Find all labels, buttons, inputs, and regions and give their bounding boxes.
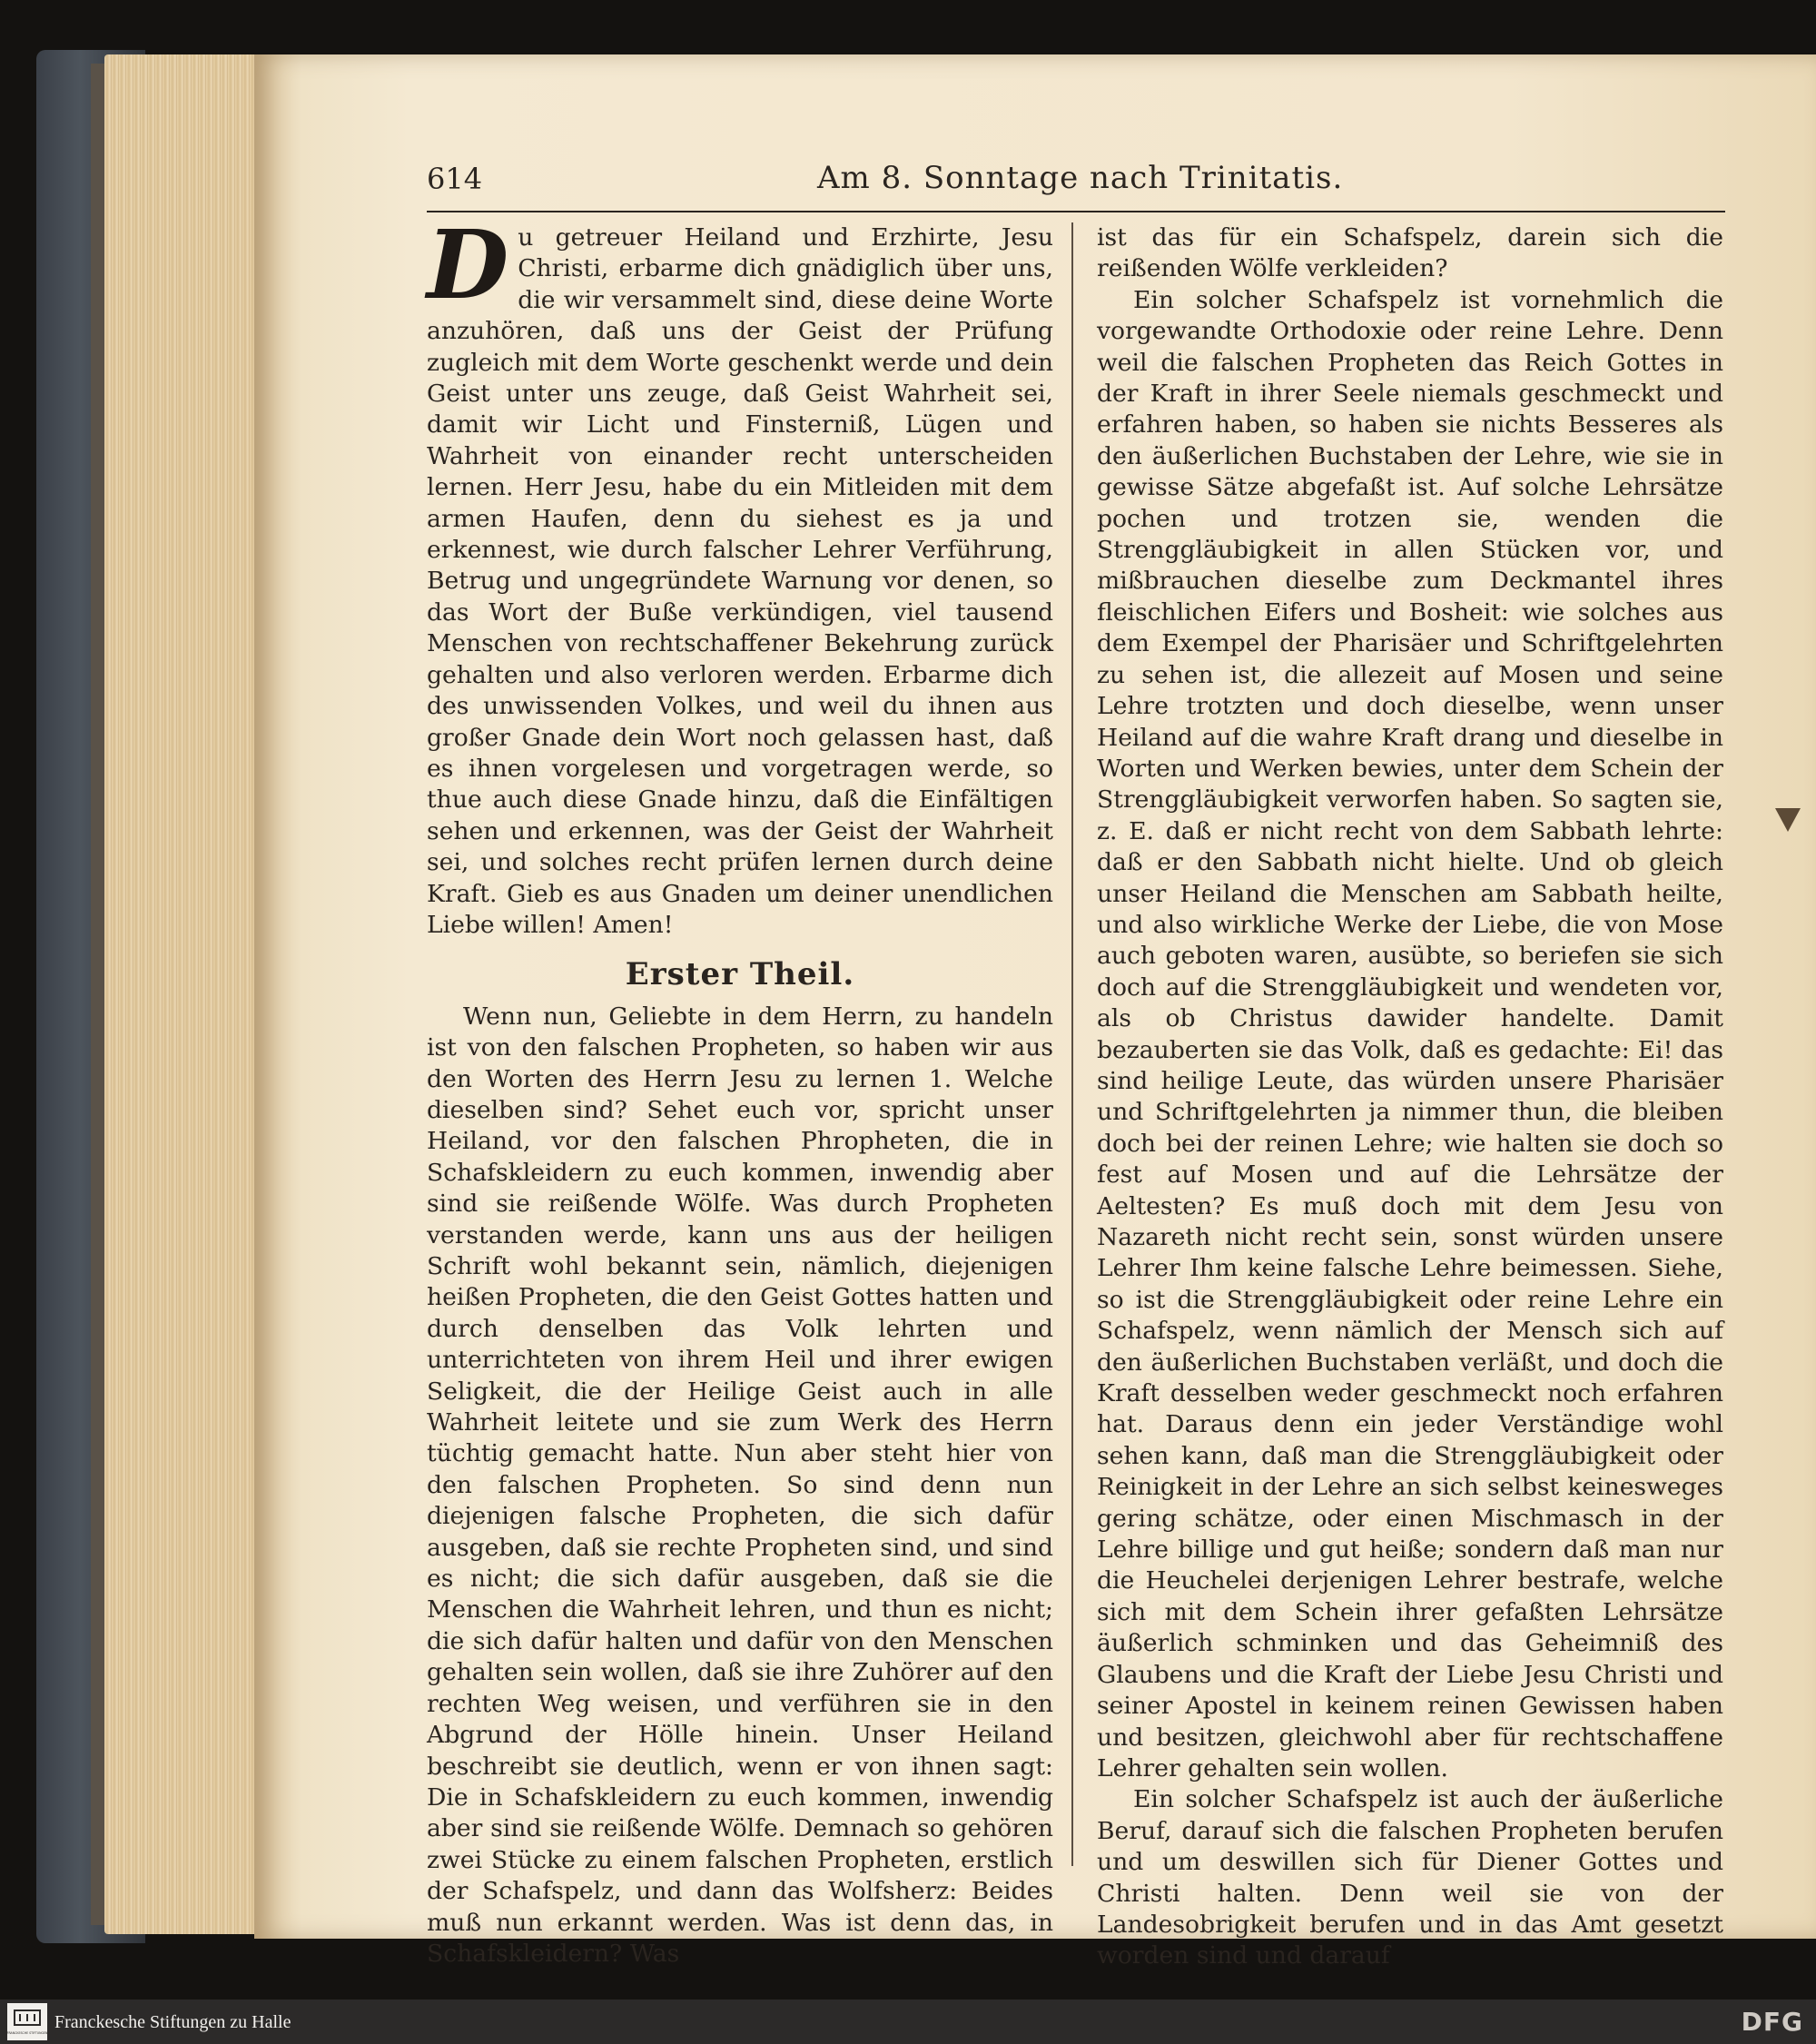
section-heading: Erster Theil. xyxy=(625,956,855,993)
continuation-text: ist das für ein Schafspelz, darein sich die reißenden Wölfe verkleiden? xyxy=(1097,223,1723,283)
dropcap: D xyxy=(427,209,509,321)
section-paragraph: Wenn nun, Geliebte in dem Herrn, zu handeln ist von den falschen Propheten, so haben wir aus den Worten des Herrn Jesu zu lernen 1. Welche dieselben sind? Sehet euch vor, spricht unser Heiland, vor den falschen Phropheten, die in Schafskleidern zu euch kommen, inwendig aber sind sie reißende Wölfe. Was durch Propheten verstanden werde, kann uns aus der heiligen Schrift wohl bekannt sein, nämlich, diejenigen heißen Propheten, die den Geist Gottes hatten und durch denselben das Volk lehrten und unterrichteten von ihrem Heil und ihrer ewigen Seligkeit, die der Heilige Geist auch in alle Wahrheit leitete und sie zum Werk des Herrn tüchtig gemacht hatte. Nun aber steht hier von den falschen Propheten. So sind denn nun diejenigen falsche Propheten, die sich dafür ausgeben, daß sie rechte Propheten sind, und sind es nicht; die sich dafür ausgeben, daß sie die Menschen die Wahrheit lehren, und thun es nicht; die sich dafür halten und dafür von den Menschen gehalten sein wollen, daß sie ihre Zuhörer auf den rechten Weg weisen, und verführen sie in den Abgrund der Hölle hinein. Unser Heiland beschreibt sie deutlich, wenn er von ihnen sagt: Die in Schafskleidern zu euch kommen, inwendig aber sind sie reißende Wölfe. Demnach so gehören zwei Stücke zu einem falschen Propheten, erstlich der Schafspelz, und dann das Wolfsherz: Beides muß nun erkannt werden. Was ist denn das, in Schafskleidern? Was xyxy=(427,1002,1053,1968)
running-head xyxy=(427,156,1725,212)
opening-prayer xyxy=(427,209,1053,941)
dfg-logo[interactable]: DFG xyxy=(1741,2007,1803,2037)
institution-name[interactable]: Franckesche Stiftungen zu Halle xyxy=(54,2012,291,2032)
paragraph-orthodoxy: Ein solcher Schafspelz ist vornehmlich die vorgewandte Orthodoxie oder reine Lehre. Denn weil die falschen Propheten das Reich Gottes in der Kraft in ihrer Seele niemals geschmeckt und erfahren haben, so haben sie nichts Besseres als den äußerlichen Buchstaben der Lehre, wie sie in gewisse Sätze abgefaßt ist. Auf solche Lehrsätze pochen und trotzen sie, wenden die Strenggläubigkeit in allen Stücken vor, und mißbrauchen dieselbe zum Deckmantel ihres fleischlichen Eifers und Bosheit: wie solches aus dem Exempel der Pharisäer und Schriftgelehrten zu sehen ist, die allezeit auf Mosen und seine Lehre trotzten und doch dieselbe, wenn unser Heiland auf die wahre Kraft drang und dieselbe in Worten und Werken bewies, unter dem Schein der Strenggläubigkeit verworfen haben. So sagten sie, z. E. daß er nicht recht von dem Sabbath lehrte: daß er den Sabbath nicht hielte. Und ob gleich unser Heiland die Menschen am Sabbath heilte, und also wirkliche Werke der Liebe, die von Mose auch geboten waren, ausübte, so beriefen sie sich doch auf die Strenggläubigkeit und wendeten vor, als ob Christus dawider handelte. Damit bezauberten sie das Volk, daß es gedachte: Ei! das sind heilige Leute, das würden unsere Pharisäer und Schriftgelehrten ja nimmer thun, die bleiben doch bei der reinen Lehre; wie halten sie doch so fest auf Mosen und auf die Lehrsätze der Aeltesten? Es muß doch mit dem Jesu von Nazareth nicht recht sein, sonst würden unsere Lehrer Ihm keine falsche Lehre beimessen. Siehe, so ist die Strenggläubigkeit oder reine Lehre ein Schafspelz, wenn nämlich der Mensch sich auf den äußerlichen Buchstaben verläßt, und doch die Kraft desselben weder geschmeckt noch erfahren hat. Daraus denn ein jeder Verständige wohl sehen kann, daß man die Strenggläubigkeit oder Reinigkeit in der Lehre an sich selbst keinesweges gering schätze, oder einen Mischmasch in der Lehre billige und gut heiße; sondern daß man nur die Heuchelei derjenigen Lehrer bestrafe, welche sich mit dem Schein ihrer gefaßten Lehrsätze äußerlich schminken und das Geheimniß des Glaubens und die Kraft der Liebe Jesu Christi und seiner Apostel in keinem reinen Gewissen haben und besitzen, gleichwohl aber für rechtschaffene Lehrer gehalten sein wollen. xyxy=(1097,285,1723,1782)
footer-bar xyxy=(0,2000,1816,2044)
page-number: 614 xyxy=(427,162,483,196)
paragraph-calling: Ein solcher Schafspelz ist auch der äußerliche Beruf, darauf sich die falschen Propheten berufen und um deswillen sich für Diener Gottes und Christi halten. Denn weil sie von der Landesobrigkeit berufen und in das Amt gesetzt worden sind und darauf xyxy=(1097,1785,1723,1970)
logo-icon xyxy=(6,2007,48,2038)
right-column xyxy=(1097,222,1723,1972)
running-title: Am 8. Sonntage nach Trinitatis. xyxy=(817,160,1344,196)
column-divider xyxy=(1071,222,1073,1866)
logo-text: FRANCKESCHE STIFTUNGEN xyxy=(6,2030,48,2035)
book-page xyxy=(254,54,1816,1970)
prayer-text: u getreuer Heiland und Erzhirte, Jesu Christi, erbarme dich gnädiglich über uns, die wir versammelt sind, diese deine Worte anzuhören, daß uns der Geist der Prüfung zugleich mit dem Worte geschenkt werde und dein Geist unter uns zeuge, daß Geist Wahrheit sei, damit wir Licht und Finsterniß, Lügen und Wahrheit von einander recht unterscheiden lernen. Herr Jesu, habe du ein Mitleiden mit dem armen Haufen, denn du siehest es ja und erkennest, wie durch falscher Lehrer Verführung, Betrug und ungegründete Warnung vor denen, so das Wort der Buße verkündigen, viel tausend Menschen von rechtschaffener Bekehrung zurück gehalten und also verloren werden. Erbarme dich des unwissenden Volkes, und weil du ihnen aus großer Gnade dein Wort noch gelassen hast, daß es ihnen vorgelesen und vorgetragen werde, so thue auch diese Gnade hinzu, daß die Einfältigen sehen und erkennen, was der Geist der Wahrheit sei, und solches recht prüfen lernen durch deine Kraft. Gieb es aus Gnaden um deiner unendlichen Liebe willen! Amen! xyxy=(427,223,1053,939)
left-column xyxy=(427,209,1053,1970)
institution-logo[interactable] xyxy=(7,2003,47,2040)
bookmark-marker xyxy=(1775,808,1801,832)
